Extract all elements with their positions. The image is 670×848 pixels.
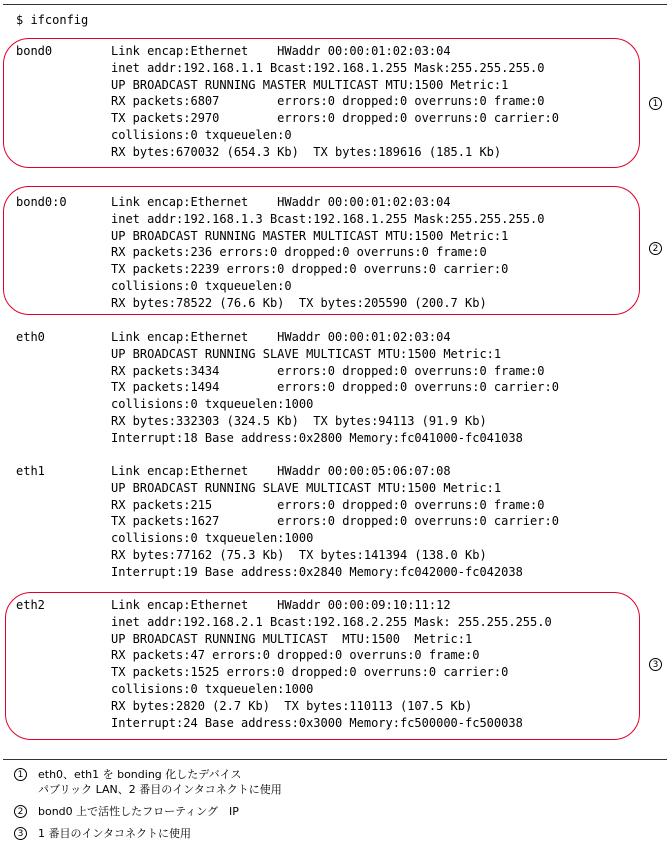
iface-eth0[interactable] [0,329,670,451]
iface-line: RX packets:6807 errors:0 dropped:0 overruns:0 frame:0 [111,94,545,109]
iface-line: TX packets:1525 errors:0 dropped:0 overruns:0 carrier:0 [111,665,509,680]
iface-bond0[interactable] [0,43,670,165]
iface-bond0-0[interactable] [0,194,670,316]
iface-line: RX packets:236 errors:0 dropped:0 overruns:0 frame:0 [111,245,487,260]
iface-line: TX packets:2970 errors:0 dropped:0 overruns:0 carrier:0 [111,111,559,126]
iface-line: collisions:0 txqueuelen:1000 [111,681,314,696]
iface-name-eth0: eth0 [16,330,45,344]
top-rule [3,4,667,5]
marker-bond0: 1 [649,97,662,110]
iface-line: collisions:0 txqueuelen:1000 [111,397,314,412]
iface-line: Link encap:Ethernet HWaddr 00:00:05:06:07:08 [111,464,451,478]
iface-line: TX packets:1627 errors:0 dropped:0 overruns:0 carrier:0 [111,514,559,529]
footnotes [14,767,282,848]
footnote-text: bond0 上で活性したフローティング IP [38,805,239,818]
iface-line: collisions:0 txqueuelen:0 [111,127,292,142]
footnote-text: eth0、eth1 を bonding 化したデバイス パブリック LAN、2 番目のインタコネクトに使用 [38,768,282,796]
iface-line: TX packets:2239 errors:0 dropped:0 overruns:0 carrier:0 [111,262,509,277]
iface-eth1[interactable] [0,463,670,585]
iface-line: UP BROADCAST RUNNING SLAVE MULTICAST MTU:1500 Metric:1 [111,346,502,361]
iface-line: Interrupt:19 Base address:0x2840 Memory:fc042000-fc042038 [111,564,523,579]
iface-line: inet addr:192.168.1.3 Bcast:192.168.1.255 Mask:255.255.255.0 [111,211,545,226]
marker-eth2: 3 [649,658,662,671]
iface-name-bond0-0: bond0:0 [16,195,67,209]
iface-line: inet addr:192.168.2.1 Bcast:192.168.2.255 Mask: 255.255.255.0 [111,614,552,629]
marker-bond0-0: 2 [649,242,662,255]
iface-line: Link encap:Ethernet HWaddr 00:00:01:02:03:04 [111,44,451,58]
iface-line: UP BROADCAST RUNNING MASTER MULTICAST MTU:1500 Metric:1 [111,228,509,243]
iface-line: RX bytes:670032 (654.3 Kb) TX bytes:189616 (185.1 Kb) [111,144,502,159]
footnote-text: 1 番目のインタコネクトに使用 [38,827,192,840]
iface-line: RX bytes:77162 (75.3 Kb) TX bytes:141394 (138.0 Kb) [111,547,487,562]
iface-line: UP BROADCAST RUNNING MASTER MULTICAST MTU:1500 Metric:1 [111,77,509,92]
iface-line: RX packets:47 errors:0 dropped:0 overruns:0 frame:0 [111,648,480,663]
footnote-2 [14,804,282,819]
iface-line: RX packets:215 errors:0 dropped:0 overruns:0 frame:0 [111,497,545,512]
iface-name-eth2: eth2 [16,598,45,612]
bottom-rule [3,759,667,760]
iface-line: RX packets:3434 errors:0 dropped:0 overruns:0 frame:0 [111,363,545,378]
iface-lines-eth1 [111,463,559,581]
iface-lines-bond0 [111,43,559,161]
iface-lines-eth2 [111,597,552,731]
iface-line: Interrupt:24 Base address:0x3000 Memory:fc500000-fc500038 [111,715,523,730]
iface-line: UP BROADCAST RUNNING SLAVE MULTICAST MTU:1500 Metric:1 [111,480,502,495]
footnote-3 [14,826,282,841]
iface-line: UP BROADCAST RUNNING MULTICAST MTU:1500 Metric:1 [111,631,473,646]
iface-line: inet addr:192.168.1.1 Bcast:192.168.1.255 Mask:255.255.255.0 [111,60,545,75]
iface-line: Interrupt:18 Base address:0x2800 Memory:fc041000-fc041038 [111,430,523,445]
iface-lines-eth0 [111,329,559,447]
iface-line: collisions:0 txqueuelen:1000 [111,531,314,546]
iface-eth2[interactable] [0,597,670,737]
footnote-1 [14,767,282,797]
footnote-marker: 2 [14,805,27,818]
iface-lines-bond0-0 [111,194,544,312]
iface-name-eth1: eth1 [16,464,45,478]
iface-line: RX bytes:2820 (2.7 Kb) TX bytes:110113 (107.5 Kb) [111,698,473,713]
footnote-marker: 1 [14,768,27,781]
iface-line: TX packets:1494 errors:0 dropped:0 overruns:0 carrier:0 [111,380,559,395]
iface-line: collisions:0 txqueuelen:0 [111,278,292,293]
iface-line: Link encap:Ethernet HWaddr 00:00:01:02:03:04 [111,195,451,209]
iface-line: RX bytes:332303 (324.5 Kb) TX bytes:94113 (91.9 Kb) [111,413,487,428]
command-prompt: $ ifconfig [16,13,89,27]
iface-name-bond0: bond0 [16,44,53,58]
iface-line: RX bytes:78522 (76.6 Kb) TX bytes:205590 (200.7 Kb) [111,295,487,310]
iface-line: Link encap:Ethernet HWaddr 00:00:01:02:03:04 [111,330,451,344]
footnote-marker: 3 [14,827,27,840]
iface-line: Link encap:Ethernet HWaddr 00:00:09:10:11:12 [111,598,451,612]
